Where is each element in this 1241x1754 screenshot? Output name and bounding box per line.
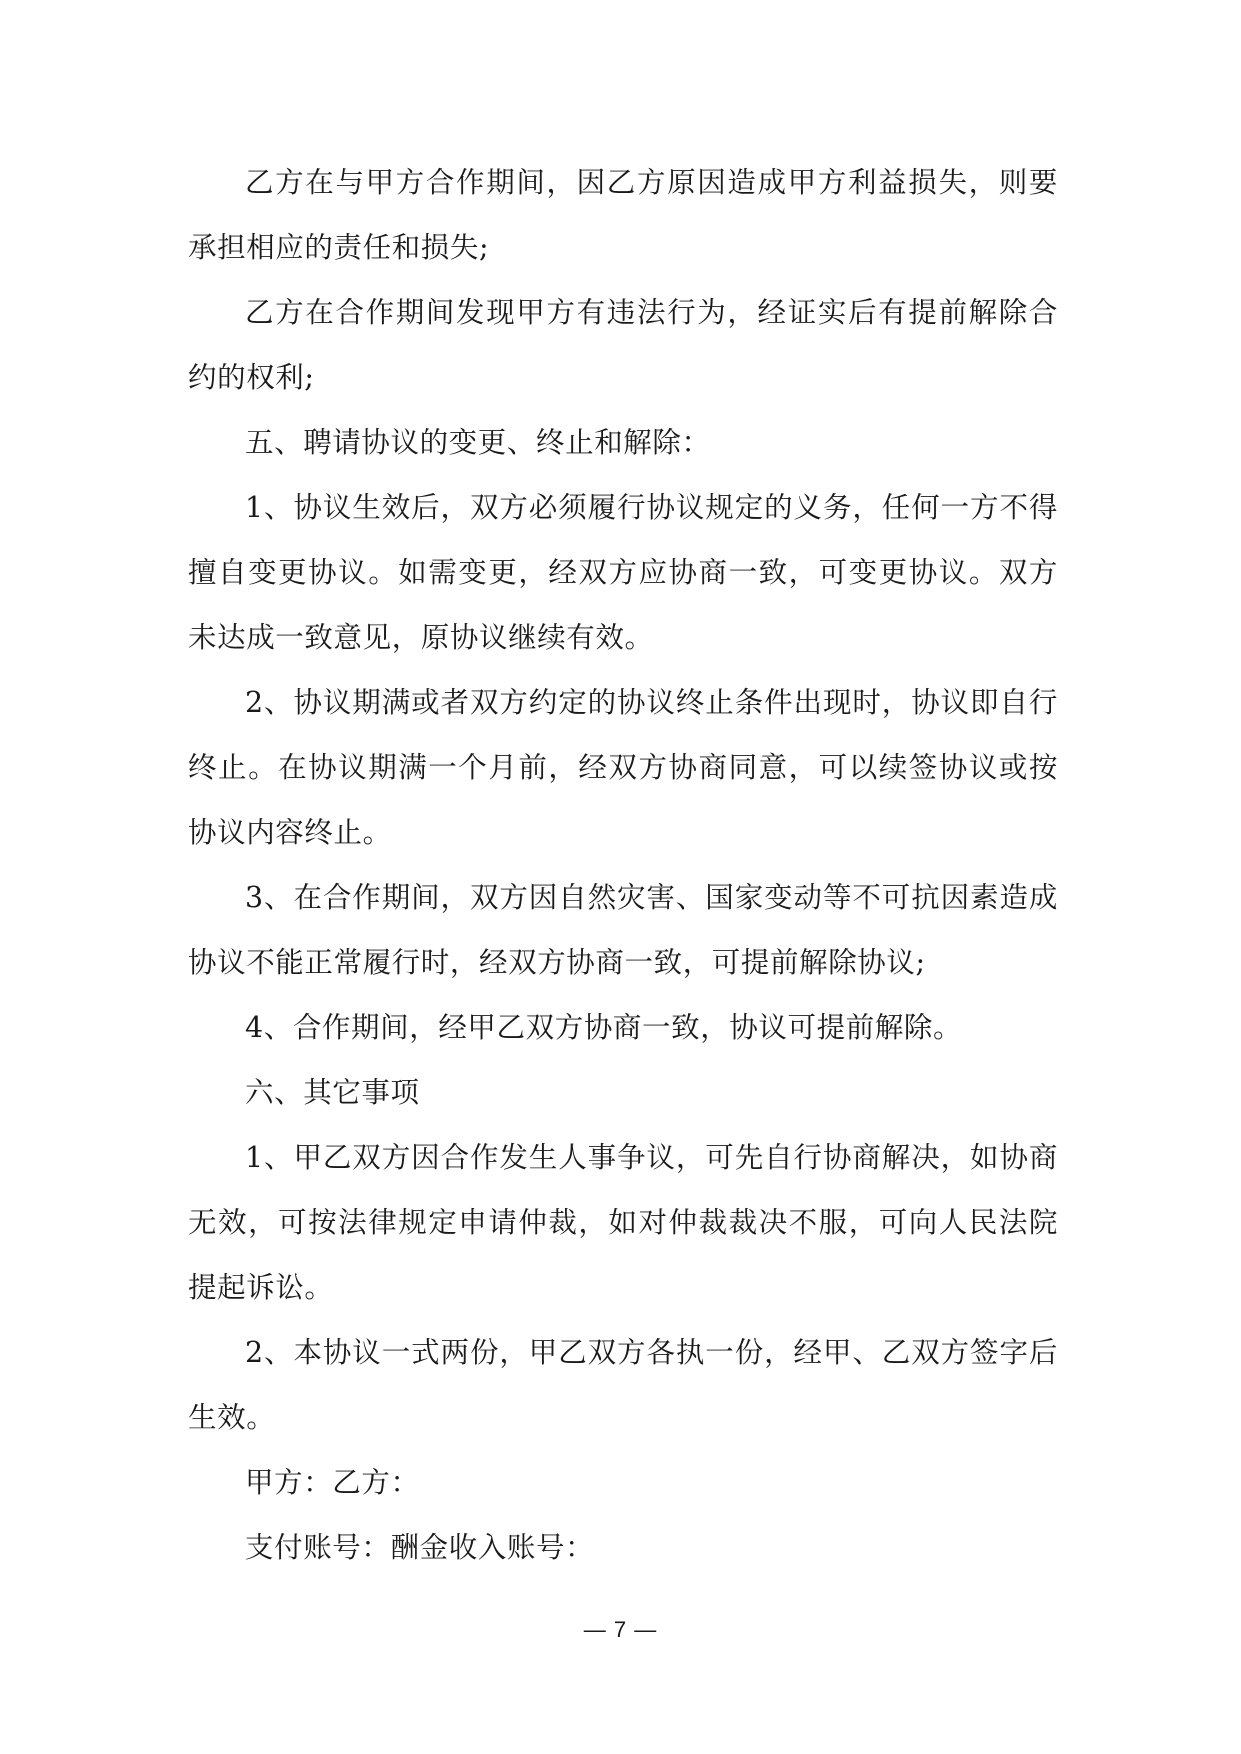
paragraph-termination-right: 乙方在合作期间发现甲方有违法行为，经证实后有提前解除合约的权利;: [188, 296, 1058, 394]
paragraph-liability: 乙方在与甲方合作期间，因乙方原因造成甲方利益损失，则要承担相应的责任和损失;: [188, 166, 1058, 264]
account-numbers: 支付账号：酬金收入账号：: [245, 1531, 595, 1564]
clause-six-1: 1、甲乙双方因合作发生人事争议，可先自行协商解决，如协商无效，可按法律规定申请仲裁，如对仲裁裁决不服，可向人民法院提起诉讼。: [188, 1141, 1058, 1304]
clause-five-4: 4、合作期间，经甲乙双方协商一致，协议可提前解除。: [245, 1011, 963, 1044]
clause-five-1: 1、协议生效后，双方必须履行协议规定的义务，任何一方不得擅自变更协议。如需变更，经双方应协商一致，可变更协议。双方未达成一致意见，原协议继续有效。: [188, 491, 1058, 654]
document-body: [188, 150, 1058, 1580]
clause-five-3: 3、在合作期间，双方因自然灾害、国家变动等不可抗因素造成协议不能正常履行时，经双方协商一致，可提前解除协议;: [188, 881, 1058, 979]
clause-six-2: 2、本协议一式两份，甲乙双方各执一份，经甲、乙双方签字后生效。: [188, 1336, 1058, 1434]
page-number: — 7 —: [583, 1617, 658, 1642]
section-heading-six: 六、其它事项: [245, 1076, 420, 1109]
section-heading-five: 五、聘请协议的变更、终止和解除：: [245, 426, 711, 459]
signature-parties: 甲方：乙方：: [245, 1466, 420, 1499]
clause-five-2: 2、协议期满或者双方约定的协议终止条件出现时，协议即自行终止。在协议期满一个月前，经双方协商同意，可以续签协议或按协议内容终止。: [188, 686, 1058, 849]
